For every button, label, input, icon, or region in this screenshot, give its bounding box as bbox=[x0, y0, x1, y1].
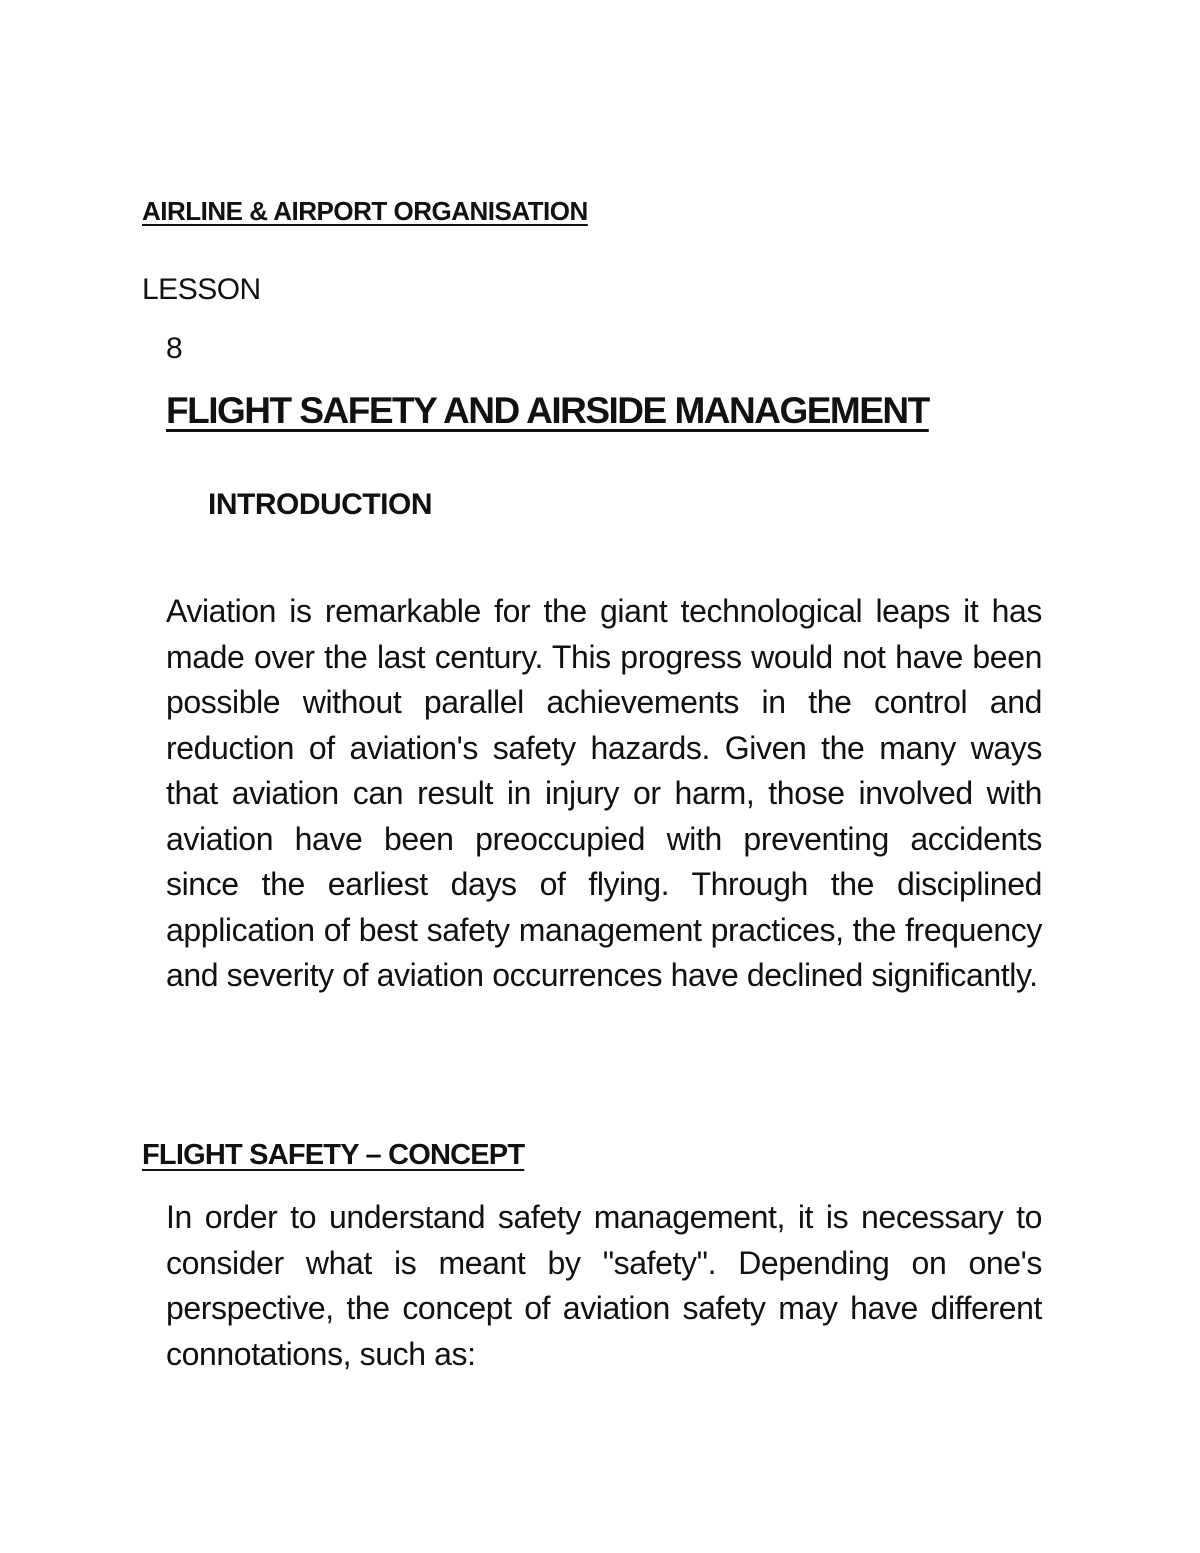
lesson-number: 8 bbox=[166, 332, 183, 365]
flight-safety-concept-paragraph: In order to understand safety management, it is necessary to consider what is meant by "safety". Depending on one's perspective, the concept of aviation safety may have different connotations, such as: bbox=[166, 1199, 1042, 1372]
introduction-heading: INTRODUCTION bbox=[208, 488, 432, 521]
introduction-paragraph: Aviation is remarkable for the giant technological leaps it has made over the last century. This progress would not have been possible without parallel achievements in the control and reduction of aviation's safety hazards. Given the many ways that aviation can result in injury or harm, those involved with aviation have been preoccupied with preventing accidents since the earliest days of flying. Through the disciplined application of best safety management practices, the frequency and severity of aviation occurrences have declined significantly. bbox=[166, 593, 1042, 993]
lesson-label: LESSON bbox=[142, 273, 261, 306]
flight-safety-concept-heading: FLIGHT SAFETY – CONCEPT bbox=[142, 1139, 525, 1171]
course-title: AIRLINE & AIRPORT ORGANISATION bbox=[142, 196, 588, 226]
page-title: FLIGHT SAFETY AND AIRSIDE MANAGEMENT bbox=[166, 390, 929, 431]
